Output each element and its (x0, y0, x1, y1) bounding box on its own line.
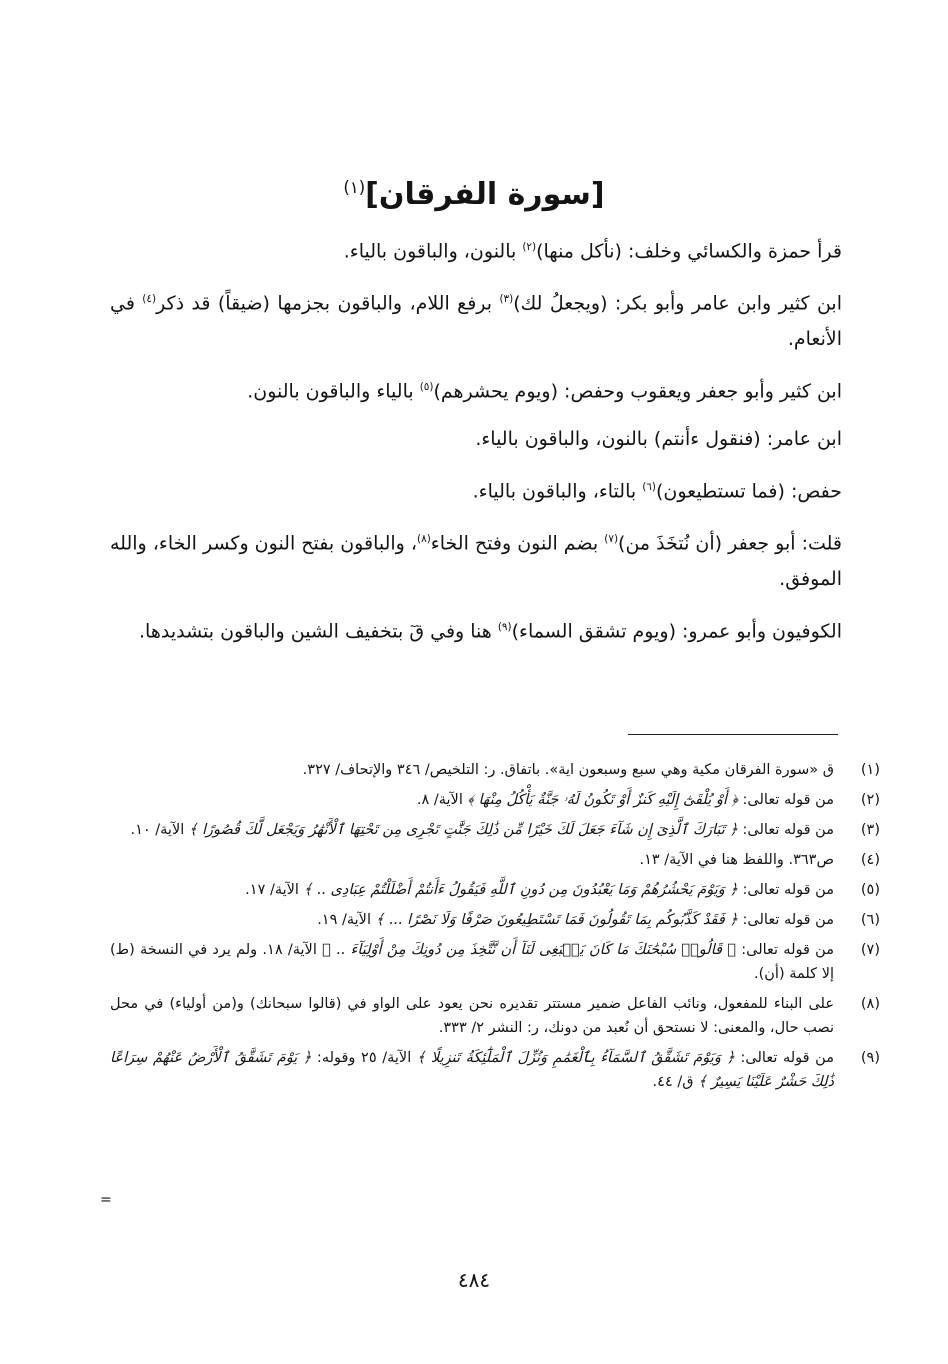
footnote-number: (٧) (860, 942, 880, 958)
footnote-ref: (٧) (604, 533, 619, 546)
quran-verse: ﴿ يَوْمَ تَشَقَّقُ ٱلْأَرْضُ عَنْهُمْ سِرَاعًا ذَٰلِكَ حَشْرٌ عَلَيْنَا يَسِيرٌ ﴾ (110, 1050, 834, 1090)
footnote-text-part: من قوله تعالى: (735, 942, 834, 958)
paragraph-5 (110, 470, 842, 509)
paragraph-text: هنا وفي قٓ بتخفيف الشين والباقون بتشديدها. (139, 619, 498, 642)
paragraph-text: قرأ حمزة والكسائي وخلف: (نأكل منها) (536, 240, 842, 263)
footnote-text (110, 878, 834, 902)
footnote-6 (110, 908, 880, 932)
footnote-number: (٩) (860, 1050, 880, 1066)
paragraph-3 (110, 370, 842, 409)
footnote-1 (110, 758, 880, 782)
footnote-text (110, 848, 834, 872)
footnote-number: (٣) (860, 822, 880, 838)
footnote-text-part: ق/ ٤٤. (652, 1074, 699, 1090)
paragraph-text: بالياء والباقون بالنون. (247, 379, 420, 402)
footnote-text (110, 992, 834, 1040)
quran-verse: ﴿ تَبَارَكَ ٱلَّذِىٓ إِن شَآءَ جَعَلَ لَكَ خَيْرًا مِّن ذَٰلِكَ جَنَّٰتٍ تَجْرِى مِن تَحْتِهَا ٱلْأَنْهَٰرُ وَيَجْعَل لَّكَ قُصُورًا ﴾ (188, 822, 738, 838)
paragraph-text: بالنون، والباقون بالياء. (343, 240, 523, 263)
footnote-ref: (١) (343, 178, 366, 197)
footnote-text-part: الآية/ ١٧. (245, 882, 304, 898)
footnote-text (110, 938, 834, 986)
paragraph-text: في الأنعام. (110, 292, 842, 350)
paragraph-text: قلت: أبو جعفر (أن نُتخَذَ من) (618, 532, 843, 555)
paragraph-text: بضم النون وفتح الخاء (430, 532, 605, 555)
footnote-text-part: ص٣٦٣. واللفظ هنا في الآية/ ١٣. (639, 852, 834, 868)
continuation-mark: = (100, 1192, 112, 1208)
quran-verse: ﴿ فَقَدْ كَذَّبُوكُم بِمَا تَقُولُونَ فَمَا تَسْتَطِيعُونَ صَرْفًا وَلَا نَصْرًا ... ﴾ (375, 912, 738, 928)
paragraph-text: ابن كثير وأبو جعفر ويعقوب وحفص: (ويوم يحشرهم) (433, 379, 842, 402)
paragraph-text: الكوفيون وأبو عمرو: (ويوم تشقق السماء) (511, 619, 842, 642)
surah-title-text: [سورة الفرقان] (365, 177, 605, 212)
main-text (110, 230, 842, 662)
footnote-text-part: الآية/ ١٩. (317, 912, 376, 928)
footnote-ref: (٣) (499, 293, 514, 306)
footnote-number: (٦) (860, 912, 880, 928)
footnote-number: (٥) (860, 882, 880, 898)
footnote-ref: (٦) (642, 480, 656, 493)
footnote-3 (110, 818, 880, 842)
footnote-text (110, 788, 834, 812)
paragraph-text: برفع اللام، والباقون بجزمها (ضيقاً) قد ذكر (156, 292, 500, 315)
footnote-text (110, 1046, 834, 1094)
footnote-text (110, 818, 834, 842)
quran-verse: ﴿ قَالُوا۟ سُبْحَٰنَكَ مَا كَانَ يَنۢبَغِى لَنَآ أَن نَّتَّخِذَ مِن دُونِكَ مِنْ أَوْلِيَآءَ .. ﴾ (322, 942, 736, 958)
footnote-text (110, 758, 834, 782)
footnotes (110, 758, 880, 1100)
page-number: ٤٨٤ (457, 1268, 491, 1292)
footnote-5 (110, 878, 880, 902)
quran-verse: ﴿ أَوْ يُلْقَىٰٓ إِلَيْهِ كَنزٌ أَوْ تَكُونُ لَهُۥ جَنَّةٌ يَأْكُلُ مِنْهَا ﴾ (467, 792, 738, 808)
footnote-number: (١) (860, 762, 880, 778)
footnote-text-part: من قوله تعالى: (737, 822, 834, 838)
footnote-4 (110, 848, 880, 872)
footnote-text-part: من قوله تعالى: (737, 882, 834, 898)
footnote-ref: (٥) (419, 380, 434, 393)
footnote-text-part: من قوله تعالى: (734, 1050, 834, 1066)
footnote-text-part: الآية/ ١٠. (130, 822, 189, 838)
paragraph-text: ابن كثير وابن عامر وأبو بكر: (ويجعلُ لك) (513, 292, 842, 315)
footnote-2 (110, 788, 880, 812)
footnote-ref: (٤) (142, 293, 157, 306)
surah-title (0, 168, 948, 215)
footnote-text-part: من قوله تعالى: (737, 912, 834, 928)
footnote-text (110, 908, 834, 932)
footnote-text-part: ق «سورة الفرقان مكية وهي سبع وسبعون اية». باتفاق. ر: التلخيص/ ٣٤٦ والإتحاف/ ٣٢٧. (302, 762, 834, 778)
footnote-text-part: الآية/ ٢٥ وقوله: (311, 1050, 417, 1066)
paragraph-1 (110, 230, 842, 269)
footnote-8 (110, 992, 880, 1040)
paragraph-text: بالتاء، والباقون بالياء. (472, 480, 643, 503)
footnote-7 (110, 938, 880, 986)
footnote-number: (٢) (860, 792, 880, 808)
paragraph-text: ابن عامر: (فنقول ءأنتم) بالنون، والباقون بالياء. (475, 427, 842, 450)
paragraph-4 (110, 422, 842, 457)
footnote-ref: (٨) (417, 533, 431, 546)
paragraph-6 (110, 522, 842, 596)
paragraph-text: حفص: (فما تستطيعون) (655, 480, 842, 503)
footnote-ref: (٩) (497, 620, 512, 633)
footnote-divider (628, 734, 838, 735)
footnote-text-part: من قوله تعالى: (737, 792, 834, 808)
footnote-ref: (٢) (522, 241, 537, 253)
paragraph-7 (110, 610, 842, 649)
footnote-text-part: الآية/ ٨. (416, 792, 468, 808)
quran-verse: ﴿ وَيَوْمَ تَشَقَّقُ ٱلسَّمَآءُ بِٱلْغَمَٰمِ وَنُزِّلَ ٱلْمَلَٰٓئِكَةُ تَنزِيلًا ﴾ (416, 1050, 735, 1066)
footnote-number: (٨) (860, 996, 880, 1012)
paragraph-text: ، والباقون بفتح النون وكسر الخاء، والله الموفق. (110, 532, 842, 590)
footnote-9 (110, 1046, 880, 1094)
footnote-text-part: الآية/ ١٨. ولم يرد في النسخة (ط) إلا كلمة (أن). (110, 942, 834, 982)
quran-verse: ﴿ وَيَوْمَ يَحْشُرُهُمْ وَمَا يَعْبُدُونَ مِن دُونِ ٱللَّهِ فَيَقُولُ ءَأَنتُمْ أَضْلَلْتُمْ عِبَادِى .. ﴾ (303, 882, 738, 898)
footnote-text-part: على البناء للمفعول، ونائب الفاعل ضمير مستتر تقديره نحن يعود على الواو في (قالوا سبحانك) و(من أولياء) في محل نصب حال، والمعنى: لا نستحق أن نُعبد من دونك، ر: النشر ٢/ ٣٣٣. (110, 996, 834, 1036)
footnote-number: (٤) (860, 852, 880, 868)
paragraph-2 (110, 282, 842, 356)
